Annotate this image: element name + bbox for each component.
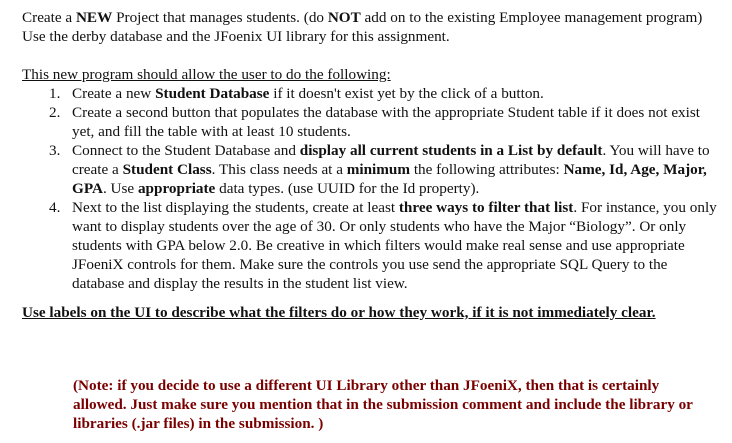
intro-text: add on to the existing Employee management program)	[360, 9, 703, 26]
intro-new-emphasis: NEW	[75, 9, 113, 26]
labels-instruction: Use labels on the UI to describe what the filters do or how they work, if it is not immediately clear.	[22, 304, 656, 321]
intro-text: Project that manages students. (do	[112, 9, 328, 26]
list-item	[22, 198, 722, 293]
item-text: if it doesn't exist yet by the click of a button.	[269, 85, 544, 102]
item-text: . This class needs at a	[211, 161, 347, 178]
intro-not-emphasis: NOT	[327, 9, 361, 26]
item-emphasis: three ways to filter that list	[398, 199, 574, 216]
item-text: . Use	[102, 180, 138, 197]
item-text: Create a new	[72, 85, 156, 102]
item-emphasis: appropriate	[137, 180, 216, 197]
item-emphasis: Student Database	[155, 85, 270, 102]
item-number: 2.	[49, 104, 61, 121]
list-item	[22, 141, 722, 198]
assignment-text	[22, 8, 722, 322]
requirements-list	[22, 84, 722, 293]
item-number: 3.	[49, 142, 61, 159]
intro-paragraph	[22, 8, 722, 27]
item-text: data types. (use UUID for the Id property).	[215, 180, 480, 197]
item-text: the following attributes:	[410, 161, 564, 178]
item-text: . You will have to create a	[72, 142, 710, 178]
item-emphasis: Student Class	[122, 161, 212, 178]
spacer	[22, 46, 722, 65]
item-text: . For instance, you only want to display students over the age of 30. Or only students who have the Major “Biology”. Or only students with GPA below 2.0. Be creative in which filters would make real sense and use appropriate JFoeniX controls for them. Make sure the controls you use send the appropriate SQL Query to the database and display the results in the student list view.	[72, 199, 717, 292]
item-emphasis: minimum	[346, 161, 411, 178]
item-emphasis: display all current students in a List by default	[299, 142, 603, 159]
item-emphasis: Name, Id, Age, Major, GPA	[72, 161, 707, 197]
item-text: Connect to the Student Database and	[72, 142, 300, 159]
intro-library-line: Use the derby database and the JFoenix UI library for this assignment.	[22, 28, 450, 45]
list-item	[22, 84, 722, 103]
item-text: Next to the list displaying the students, create at least	[72, 199, 399, 216]
library-note: (Note: if you decide to use a different UI Library other than JFoeniX, then that is certainly allowed. Just make sure you mention that in the submission comment and include the library or libraries (.jar files) in the submission. )	[73, 377, 693, 432]
requirements-heading: This new program should allow the user to do the following:	[22, 66, 391, 83]
item-number: 4.	[49, 199, 61, 216]
list-item	[22, 103, 722, 141]
intro-text: Create a	[22, 9, 76, 26]
item-number: 1.	[49, 85, 61, 102]
item-text: Create a second button that populates the database with the appropriate Student table if it does not exist yet, and fill the table with at least 10 students.	[72, 104, 700, 140]
